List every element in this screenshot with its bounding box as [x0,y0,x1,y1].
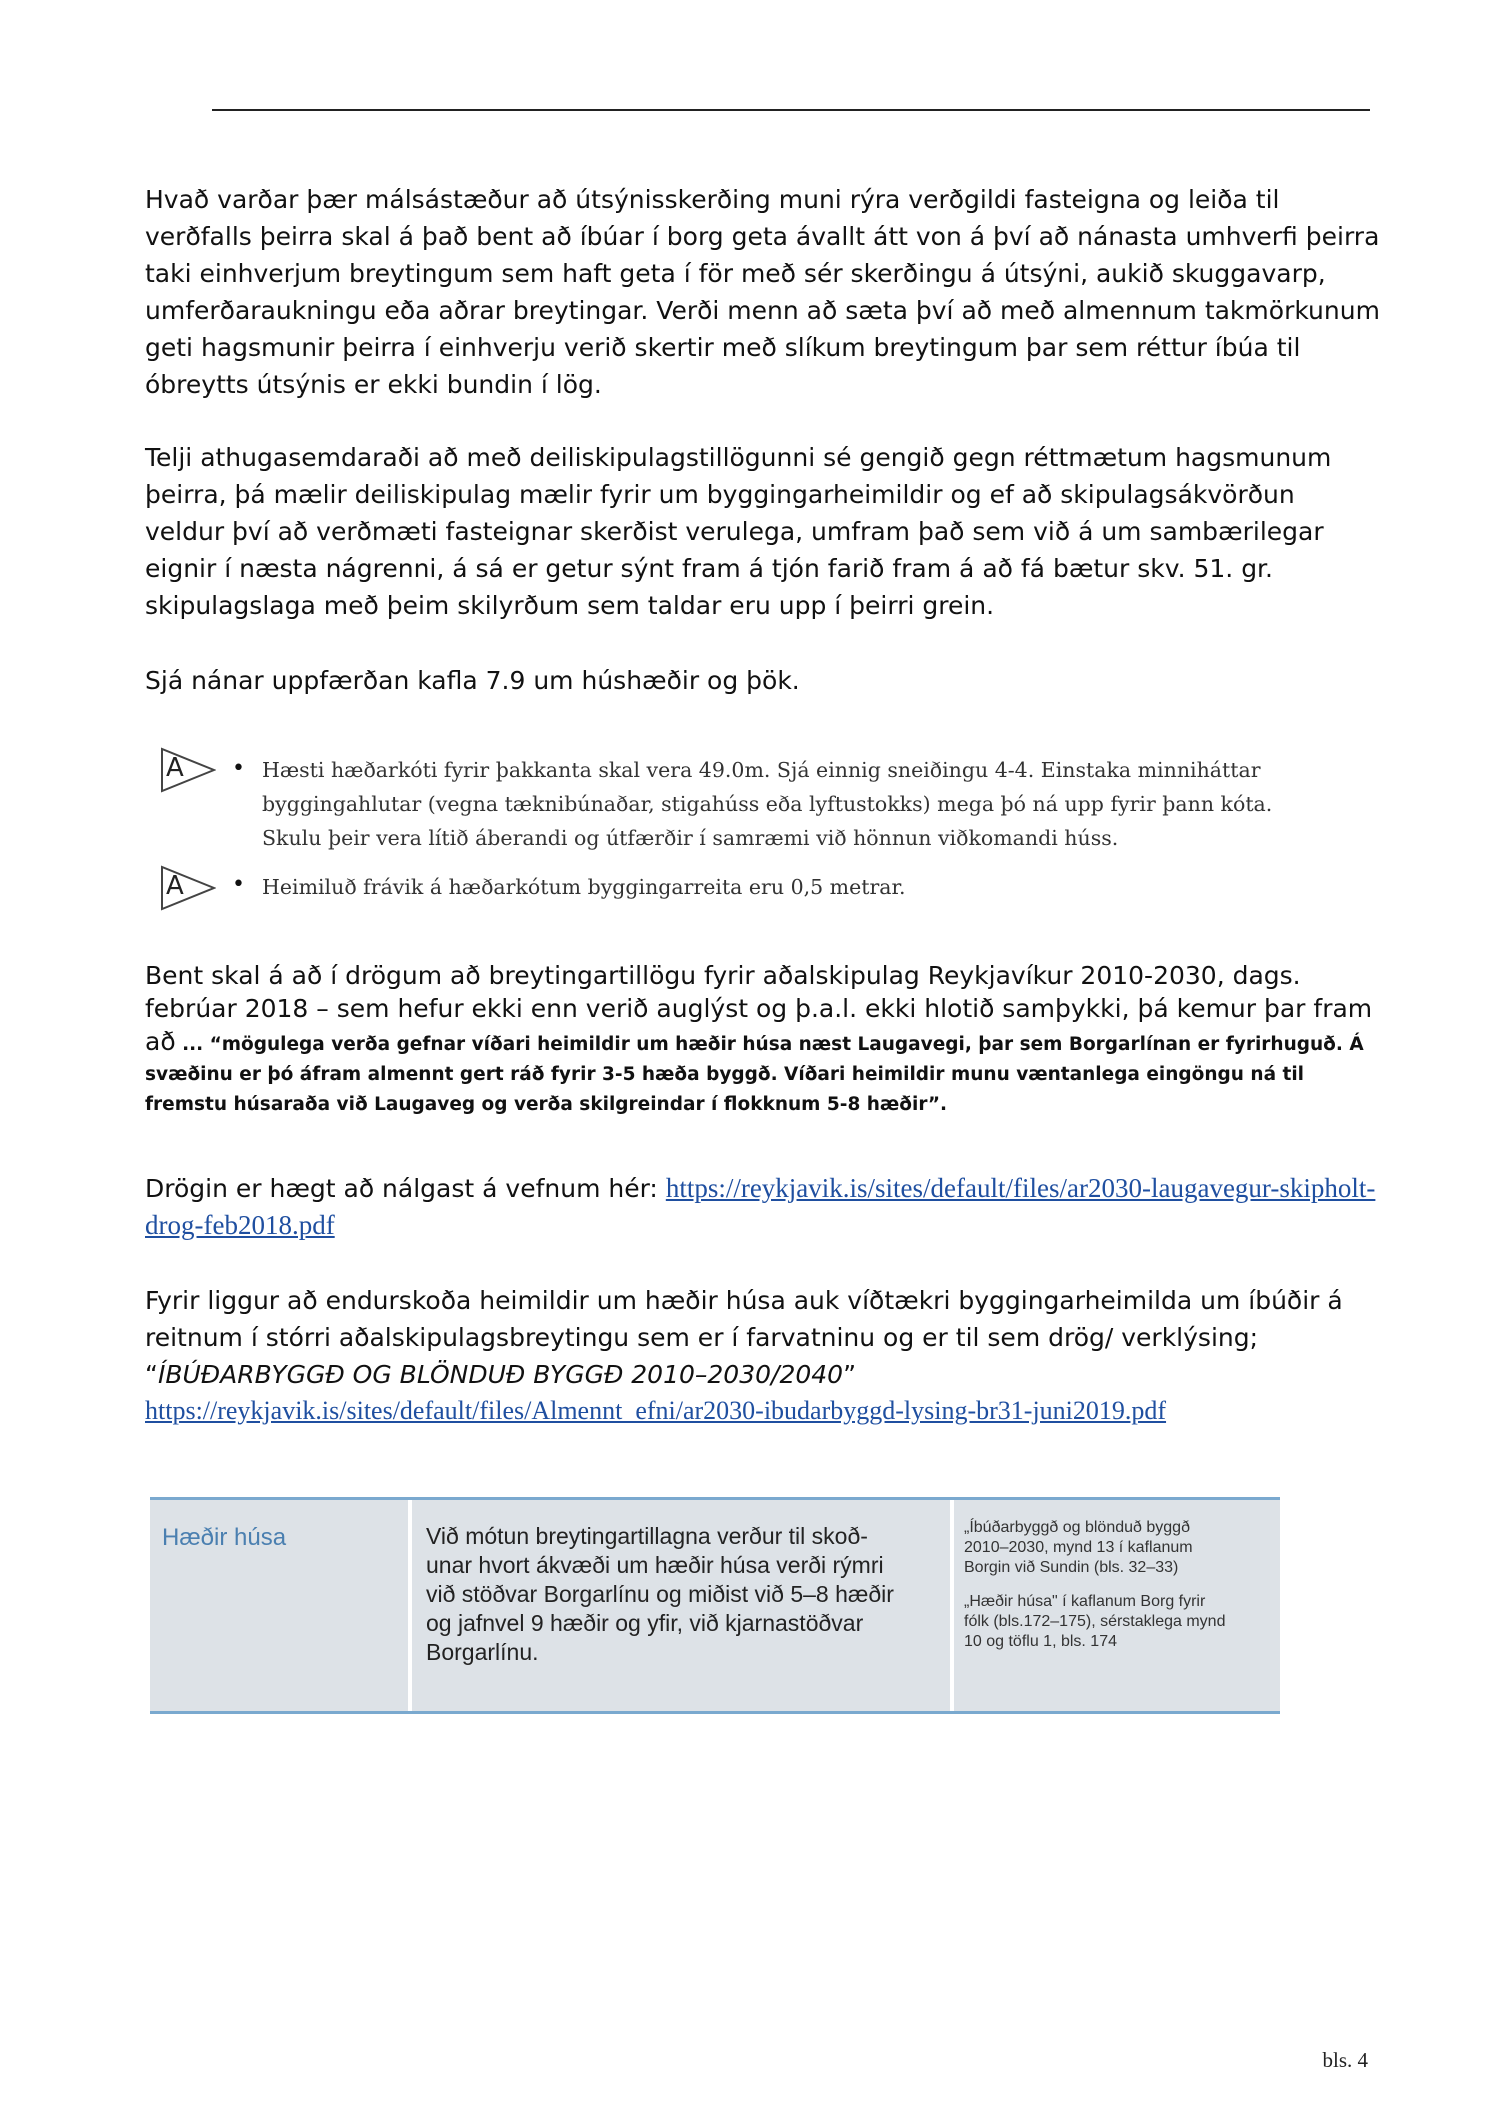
excerpt-table [150,1497,1280,1714]
page-number: bls. 4 [1322,2048,1368,2072]
bullet-roof-height [262,753,1342,855]
paragraph-view-loss: Hvað varðar þær málsástæður að útsýnisskerðing muni rýra verðgildi fasteigna og leiða til verðfalls þeirra skal á það bent að íbúar í borg geta ávallt átt von á því að nánasta umhverfi þeirra taki einhverjum breytingum sem haft geta í för með sér skerðingu á útsýni, aukið skuggavarp, umferðaraukningu eða aðrar breytingar. Verði menn að sæta því að með almennum takmörkunum geti hagsmunir þeirra í einhverju verið skertir með slíkum breytingum þar sem réttur íbúa til óbreytts útsýnis er ekki bundin í lög. [145,185,1380,399]
paragraph-compensation: Telji athugasemdaraði að með deiliskipulagstillögunni sé gengið gegn réttmætum hagsmunum þeirra, þá mælir deiliskipulag mælir fyrir um byggingarheimildir og ef að skipulagsákvörðun veldur því að verðmæti fasteignar skerðist verulega, umfram það sem við á um sambærilegar eignir í næsta nágrenni, á sá er getur sýnt fram á tjón farið fram á að fá bætur skv. 51. gr. skipulagslaga með þeim skilyrðum sem taldar eru upp í þeirri grein. [145,443,1332,620]
marker-letter: A [166,871,184,901]
table-heading: Hæðir húsa [162,1524,287,1551]
reference-line: fólk (bls.172–175), sérstaklega mynd [964,1613,1226,1630]
paragraph-draft-plan [145,961,1380,1120]
residential-plan-link[interactable]: https://reykjavik.is/sites/default/files/Almennt_efni/ar2030-ibudarbyggd-lysing-br31-juni2019.pdf [145,1396,1167,1425]
paragraph-see-chapter: Sjá nánar uppfærðan kafla 7.9 um húshæðir og þök. [145,666,800,695]
revision-title: ÍBÚÐARBYGGÐ OG BLÖNDUÐ BYGGÐ 2010–2030/2040 [157,1360,844,1389]
bullet-height-deviation: Heimiluð frávik á hæðarkótum byggingarreita eru 0,5 metrar. [262,875,906,899]
marker-letter: A [166,753,184,783]
bullet-line: Skulu þeir vera lítið áberandi og útfærðir í samræmi við hönnun viðkomandi húss. [262,826,1119,850]
table-text-line: unar hvort ákvæði um hæðir húsa verði rýmri [426,1552,884,1578]
draft-link-lead: Drögin er hægt að nálgast á vefnum hér: [145,1174,666,1203]
draft-plan-lead: Bent skal á að í drögum að breytingartillögu fyrir aðalskipulag Reykjavíkur 2010-2030, dags. febrúar 2018 – sem hefur ekki enn verið auglýst og þ.a.l. ekki hlotið samþykki, þá kemur þar fram að [145,961,1373,1056]
table-text-line: við stöðvar Borgarlínu og miðist við 5–8 hæðir [426,1581,894,1607]
reference-line: Borgin við Sundin (bls. 32–33) [964,1559,1179,1576]
open-quote: “ [145,1360,158,1389]
table-reference-cell [954,1500,1280,1711]
bullet-dot: • [232,756,245,781]
revision-title-line [145,1356,1380,1393]
bullet-line: Hæsti hæðarkóti fyrir þakkanta skal vera 49.0m. Sjá einnig sneiðingu 4-4. Einstaka minniháttar [262,758,1261,782]
reference-line: 10 og töflu 1, bls. 174 [964,1633,1117,1650]
close-quote: ” [843,1360,857,1389]
revision-lead: Fyrir liggur að endurskoða heimildir um hæðir húsa auk víðtækri byggingarheimilda um íbúðir á reitnum í stórri aðalskipulagsbreytingu sem er í farvatninu og er til sem drög/ verklýsing; [145,1286,1343,1352]
paragraph-residential-revision [145,1282,1380,1429]
table-main-text [426,1522,936,1667]
draft-plan-quote: ... “mögulega verða gefnar víðari heimildir um hæðir húsa næst Laugavegi, þar sem Borgarlínan er fyrirhuguð. Á svæðinu er þó áfram almennt gert ráð fyrir 3-5 hæða byggð. Víðari heimildir munu væntanlega eingöngu ná til fremstu húsaraða við Laugaveg og verða skilgreindar í flokknum 5-8 hæðir”. [145,1034,1364,1115]
bullet-dot: • [232,872,245,897]
reference-line: „Íbúðarbyggð og blönduð byggð [964,1519,1190,1536]
table-text-line: Við mótun breytingartillagna verður til skoð- [426,1523,868,1549]
table-text-line: Borgarlínu. [426,1639,539,1665]
reference-line: „Hæðir húsa" í kaflanum Borg fyrir [964,1593,1206,1610]
draft-plan-link[interactable]: https://reykjavik.is/sites/default/files/ar2030-laugavegur-skipholt-drog-feb2018.pdf [145,1173,1376,1240]
table-bottom-rule [150,1711,1280,1714]
table-main-cell [412,1500,950,1711]
reference-line: 2010–2030, mynd 13 í kaflanum [964,1539,1193,1556]
table-heading-cell [150,1500,408,1711]
table-reference-2 [964,1592,1270,1652]
bullet-line: byggingahlutar (vegna tæknibúnaðar, stigahúss eða lyftustokks) mega þó ná upp fyrir þann kóta. [262,792,1273,816]
header-rule [212,109,1370,111]
table-text-line: og jafnvel 9 hæðir og yfir, við kjarnastöðvar [426,1610,864,1636]
bullet-marker-a-2 [160,865,216,915]
table-reference-1 [964,1518,1270,1578]
paragraph-draft-link [145,1170,1380,1244]
bullet-marker-a-1 [160,747,216,797]
